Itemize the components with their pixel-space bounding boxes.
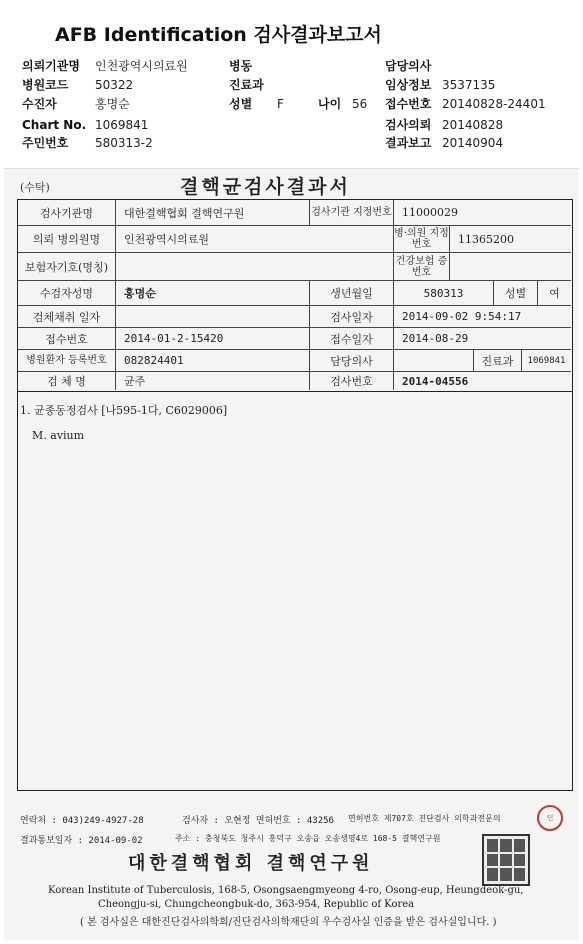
cell-value-received-date: 2014-08-29 (394, 328, 571, 350)
cell-value-sex: 여 (538, 281, 571, 306)
result-organism: M. avium (32, 429, 85, 442)
cell-label-clinic: 진료과 (474, 350, 522, 372)
cell-label-physician: 담당의사 (310, 350, 394, 372)
institute-name-kr: 대한결핵협회 결핵연구원 (128, 853, 374, 874)
hdr-value-patient: 홍명순 (95, 97, 130, 111)
cell-value-accession-no: 2014-01-2-15420 (116, 328, 310, 350)
hdr-value-report-date: 20140904 (442, 136, 504, 150)
hdr-value-hospital-code: 50322 (95, 78, 134, 92)
cell-value-patient-name: 홍명순 (116, 281, 310, 306)
copy-mark: (수탁) (20, 181, 50, 194)
footer-report-date: 결과통보일자 : 2014-09-02 (20, 836, 143, 846)
cell-value-test-no: 2014-04556 (402, 374, 469, 388)
footer-contact: 연락처 : 043)249-4927-28 (20, 816, 144, 826)
hdr-label-sex: 성별 (229, 97, 253, 111)
institute-address-en-2: Cheongju-si, Chungcheongbuk-do, 363-954, Republic of Korea (98, 899, 415, 910)
cell-value-registration-no: 082824401 (116, 350, 310, 372)
footer-address: 주소 : 충청북도 청주시 흥덕구 오송읍 오송생명4로 168-5 결핵연구원 (175, 834, 441, 843)
hdr-label-ward: 병동 (229, 59, 253, 73)
cell-label-lab: 검사기관명 (18, 200, 116, 226)
cell-label-test-date: 검사일자 (310, 306, 394, 328)
hdr-label-chart-no: Chart No. (22, 118, 87, 132)
hdr-label-age: 나이 (318, 97, 342, 111)
cell-value-clinic: 1069841 (522, 350, 571, 372)
hdr-label-patient: 수진자 (22, 97, 57, 111)
document-title: 결핵균검사결과서 (180, 176, 351, 198)
certification-note: ( 본 검사실은 대한진단검사의학회/진단검사의학재단의 우수검사실 인증을 받은 검사실입니다. ) (80, 917, 497, 928)
cell-label-specimen: 검 체 명 (18, 372, 116, 390)
cell-value-physician (394, 350, 474, 372)
hdr-value-accession: 20140828-24401 (442, 97, 546, 111)
hdr-value-sex: F (277, 97, 284, 111)
footer-license: 면허번호 제707호 진단검사 의학과전문의 (348, 814, 501, 823)
cell-label-accession-no: 접수번호 (18, 328, 116, 350)
result-section (17, 392, 573, 791)
hdr-label-resident-no: 주민번호 (22, 136, 69, 150)
hdr-value-clinical-info: 3537135 (442, 78, 496, 92)
hdr-label-accession: 접수번호 (385, 97, 432, 111)
cell-label-insurance-no: 건강보험 증번호 (394, 253, 450, 281)
hdr-label-clinical-info: 임상정보 (385, 78, 432, 92)
hdr-value-age: 56 (352, 97, 368, 111)
hdr-value-chart-no: 1069841 (95, 118, 149, 132)
hdr-label-institution: 의뢰기관명 (22, 59, 80, 73)
cell-label-hospital: 의뢰 병의원명 (18, 226, 116, 253)
official-seal (482, 834, 530, 886)
cell-label-insurer: 보험자기호(명칭) (18, 253, 116, 281)
cell-value-hospital-id: 11365200 (450, 226, 571, 253)
hdr-label-department: 진료과 (229, 78, 264, 92)
institute-address-en: Korean Institute of Tuberculosis, 168-5, Osongsaengmyeong 4-ro, Osong-eup, Heungdeok-gu, (48, 885, 524, 896)
red-stamp: 인 (537, 805, 563, 831)
result-test-line: 1. 균종동정검사 [나595-1다, C6029006] (20, 404, 228, 417)
cell-value-hospital: 인천광역시의료원 (116, 226, 394, 253)
cell-label-birth-date: 생년월일 (310, 281, 394, 306)
cell-label-received-date: 접수일자 (310, 328, 394, 350)
hdr-value-institution: 인천광역시의료원 (95, 59, 188, 73)
cell-label-registration-no: 병원환자 등록번호 (18, 350, 116, 372)
cell-value-insurer (116, 253, 394, 281)
hdr-value-request-date: 20140828 (442, 118, 504, 132)
info-table (17, 199, 573, 392)
hdr-value-resident-no: 580313-2 (95, 136, 153, 150)
cell-label-collection-date: 검체채취 일자 (18, 306, 116, 328)
hdr-label-doctor: 담당의사 (385, 59, 432, 73)
report-title: AFB Identification 검사결과보고서 (55, 24, 382, 46)
cell-value-specimen: 균주 (116, 372, 310, 390)
hdr-label-request-date: 검사의뢰 (385, 118, 432, 132)
cell-label-sex: 성별 (494, 281, 538, 306)
cell-value-birth-date: 580313 (394, 281, 494, 306)
cell-value-lab-id: 11000029 (394, 200, 571, 226)
cell-label-hospital-id: 병·의원 지정번호 (394, 226, 450, 253)
cell-value-insurance-no (450, 253, 571, 281)
hdr-label-hospital-code: 병원코드 (22, 78, 69, 92)
cell-value-lab: 대한결핵협회 결핵연구원 (116, 200, 310, 226)
cell-label-lab-id: 검사기관 지정번호 (310, 200, 394, 226)
cell-value-test-date: 2014-09-02 9:54:17 (394, 306, 571, 328)
cell-value-collection-date (116, 306, 310, 328)
cell-label-patient-name: 수검자성명 (18, 281, 116, 306)
footer-inspector: 검사자 : 오현정 면허번호 : 43256 (182, 816, 334, 826)
hdr-label-report-date: 결과보고 (385, 136, 432, 150)
cell-label-test-no: 검사번호 (310, 372, 394, 390)
